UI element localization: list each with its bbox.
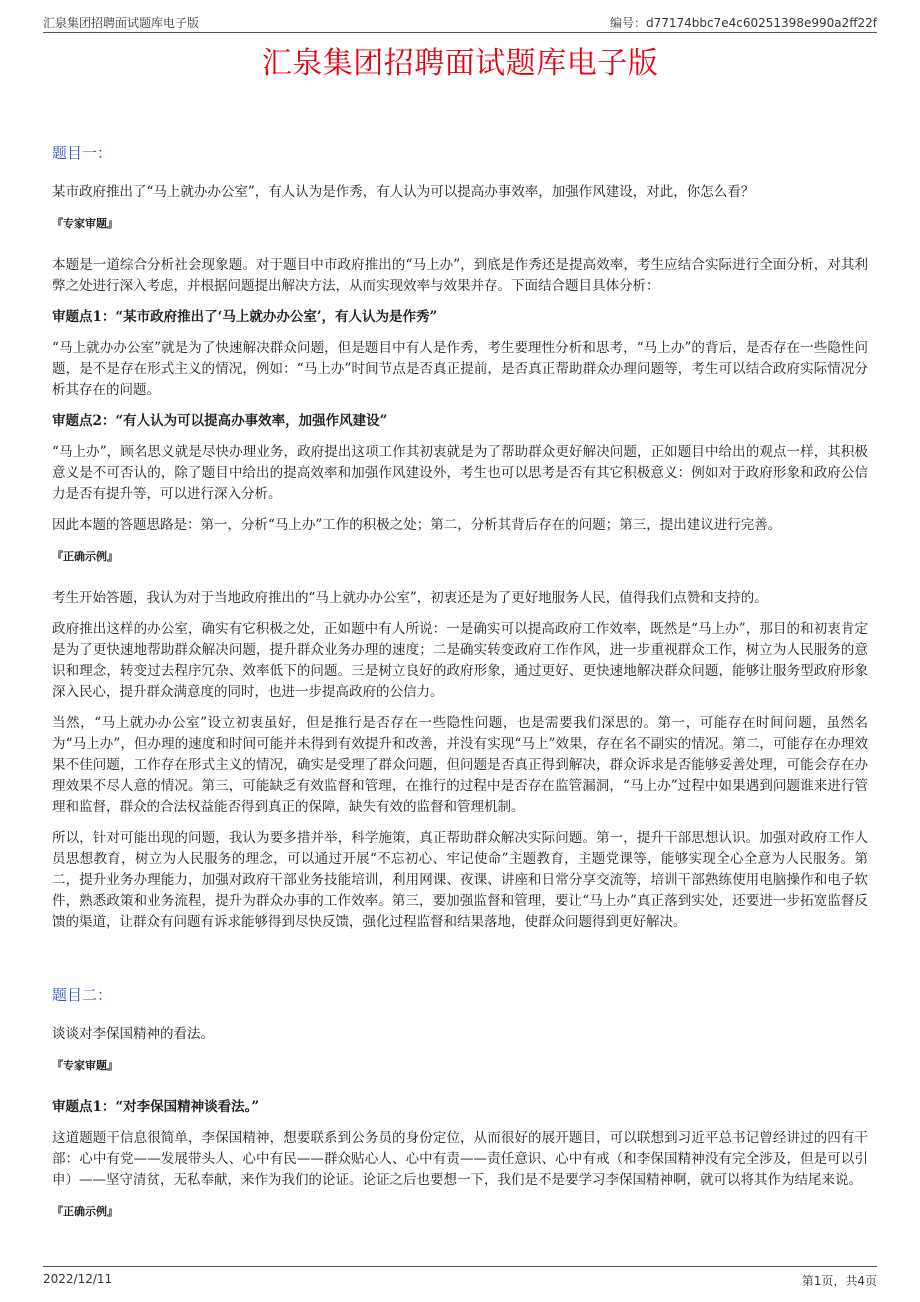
- document-title: 汇泉集团招聘面试题库电子版: [261, 46, 659, 81]
- example-paragraph: 考生开始答题，我认为对于当地政府推出的“马上就办办公室”，初衷还是为了更好地服务人民，值得我们点赞和支持的。: [52, 590, 768, 606]
- expert-review-tag: 『专家审题』: [52, 217, 118, 230]
- correct-example-tag: 『正确示例』: [52, 1205, 118, 1218]
- answer-approach: 因此本题的答题思路是：第一，分析“马上办”工作的积极之处；第二，分析其背后存在的问题；第三，提出建议进行完善。: [52, 517, 782, 533]
- question-2-text: 谈谈对李保国精神的看法。: [52, 1026, 214, 1042]
- expert-review-tag: 『专家审题』: [52, 1059, 118, 1072]
- correct-example-tag: 『正确示例』: [52, 550, 118, 563]
- review-point-1-body: “马上就办办公室”就是为了快速解决群众问题，但是题目中有人是作秀，考生要理性分析和思考，“马上办”的背后，是否存在一些隐性问题，是不是存在形式主义的情况，例如：“马上办”时间节点是否真正提前，是否真正帮助群众办理问题等，考生可以结合政府实际情况分析其存在的问题。: [52, 340, 868, 398]
- review-point-1-title: 审题点1：“某市政府推出了‘马上就办办公室’，有人认为是作秀”: [52, 309, 438, 325]
- analysis-intro: 本题是一道综合分析社会现象题。对于题目中市政府推出的“马上办”，到底是作秀还是提高效率，考生应结合实际进行全面分析，对其利弊之处进行深入考虑，并根据问题提出解决方法，从而实现效率与效果并存。下面结合题目具体分析：: [52, 257, 868, 294]
- question-1-text: 某市政府推出了“马上就办办公室”，有人认为是作秀，有人认为可以提高办事效率，加强作风建设，对此，你怎么看？: [52, 184, 755, 200]
- question-2-heading: 题目二：: [52, 986, 113, 1004]
- document-body: [52, 143, 868, 1243]
- review-point-2-body: “马上办”，顾名思义就是尽快办理业务，政府提出这项工作其初衷就是为了帮助群众更好解决问题，正如题目中给出的观点一样，其积极意义是不可否认的，除了题目中给出的提高效率和加强作风建设外，考生也可以思考是否有其它积极意义：例如对于政府形象和政府公信力是否有提升等，可以进行深入分析。: [52, 444, 868, 502]
- footer-page-number: 第1页，共4页: [801, 1274, 877, 1288]
- example-paragraph: 当然，“马上就办办公室”设立初衷虽好，但是推行是否存在一些隐性问题，也是需要我们深思的。第一，可能存在时间问题，虽然名为“马上办”，但办理的速度和时间可能并未得到有效提升和改善，并没有实现“马上”效果，存在名不副实的情况。第二，可能存在办理效果不佳问题，工作存在形式主义的情况，确实是受理了群众问题，但问题是否真正得到解决，群众诉求是否能够妥善处理，可能会存在办理效果不尽人意的情况。第三，可能缺乏有效监督和管理，在推行的过程中是否存在监管漏洞，“马上办”过程中如果遇到问题谁来进行管理和监督，群众的合法权益能否得到真正的保障，缺失有效的监督和管理机制。: [52, 715, 868, 815]
- example-paragraph: 所以，针对可能出现的问题，我认为要多措并举，科学施策，真正帮助群众解决实际问题。第一，提升干部思想认识。加强对政府工作人员思想教育，树立为人民服务的理念，可以通过开展“不忘初心、牢记使命”主题教育，主题党课等，能够实现全心全意为人民服务。第二，提升业务办理能力，加强对政府干部业务技能培训，利用网课、夜课、讲座和日常分享交流等，培训干部熟练使用电脑操作和电子软件，熟悉政策和业务流程，提升为群众办事的工作效率。第三，要加强监督和管理，要让“马上办”真正落到实处，还要进一步拓宽监督反馈的渠道，让群众有问题有诉求能够得到尽快反馈，强化过程监督和结果落地，使群众问题得到更好解决。: [52, 830, 868, 930]
- footer-date: 2022/12/11: [43, 1272, 113, 1286]
- page-footer: [43, 1266, 877, 1291]
- review-point-2-title: 审题点2：“有人认为可以提高办事效率，加强作风建设”: [52, 413, 388, 429]
- review-point-1-body: 这道题题干信息很简单，李保国精神，想要联系到公务员的身份定位，从而很好的展开题目，可以联想到习近平总书记曾经讲过的四有干部：心中有党——发展带头人、心中有民——群众贴心人、心中有责——责任意识、心中有戒（和李保国精神没有完全涉及，但是可以引申）——坚守清贫，无私奉献，来作为我们的论证。论证之后也要想一下，我们是不是要学习李保国精神啊，就可以将其作为结尾来说。: [52, 1130, 868, 1188]
- header-doc-id: 编号：d77174bbc7e4c60251398e990a2ff22f: [610, 16, 877, 30]
- example-paragraph: 政府推出这样的办公室，确实有它积极之处，正如题中有人所说：一是确实可以提高政府工作效率，既然是“马上办”，那目的和初衷肯定是为了更快速地帮助群众解决问题，提升群众业务办理的速度；二是确实转变政府工作作风，进一步重视群众工作，树立为人民服务的意识和理念，转变过去程序冗杂、效率低下的问题。三是树立良好的政府形象，通过更好、更快速地解决群众问题，能够让服务型政府形象深入民心，提升群众满意度的同时，也进一步提高政府的公信力。: [52, 621, 868, 700]
- review-point-1-title: 审题点1：“对李保国精神谈看法。”: [52, 1099, 260, 1115]
- header-doc-name: 汇泉集团招聘面试题库电子版: [43, 16, 200, 30]
- question-1-heading: 题目一：: [52, 144, 113, 162]
- page-header: [43, 12, 877, 33]
